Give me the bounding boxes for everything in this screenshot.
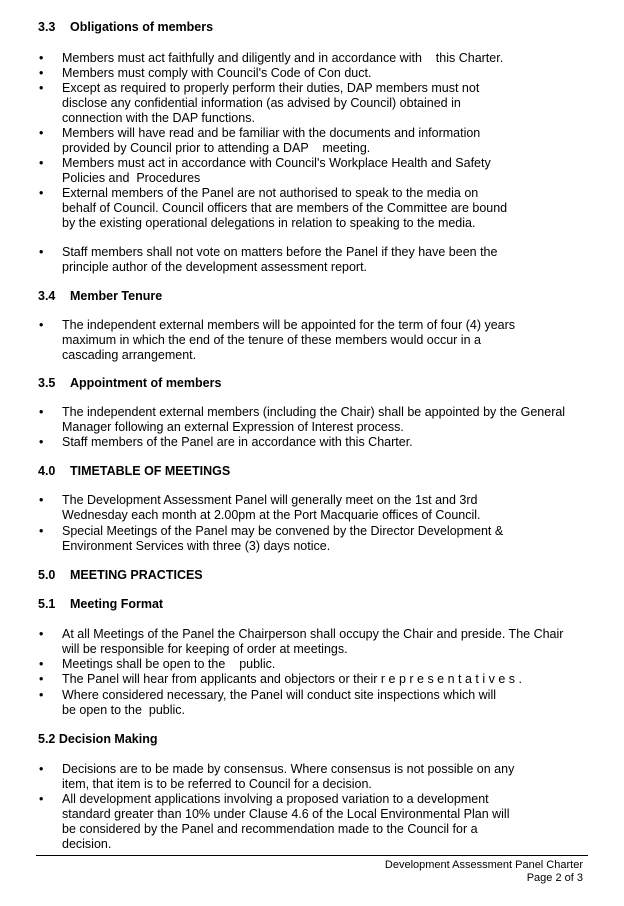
bullet-icon: • <box>39 245 44 259</box>
list-item-text: Members must act faithfully and diligently and in accordance with this Charter. <box>62 51 504 65</box>
bullet-icon: • <box>39 435 44 449</box>
bullet-icon: • <box>39 657 44 671</box>
section-number: 3.4 <box>38 289 56 303</box>
list-item-text: The Development Assessment Panel will generally meet on the 1st and 3rd Wednesday each month at 2.00pm at the Port Macquarie offices of Council. <box>62 493 481 522</box>
list-item-text: Staff members of the Panel are in accordance with this Charter. <box>62 435 413 449</box>
footer-divider <box>36 855 588 856</box>
bullet-icon: • <box>39 688 44 702</box>
list-item-text: Where considered necessary, the Panel will conduct site inspections which will be open to the public. <box>62 688 497 717</box>
section-heading-4-0 <box>38 464 230 478</box>
bullet-icon: • <box>39 51 44 65</box>
section-heading-5-2 <box>38 732 157 746</box>
bullet-icon: • <box>39 405 44 419</box>
list-item-text: Members must comply with Council's Code of Con duct. <box>62 66 372 80</box>
bullet-icon: • <box>39 524 44 538</box>
section-title: 5.2 Decision Making <box>38 732 158 746</box>
list-item-text: At all Meetings of the Panel the Chairperson shall occupy the Chair and preside. The Chair will be responsible for keeping of order at meetings. <box>62 627 564 656</box>
bullet-icon: • <box>39 627 44 641</box>
list-item-text: Special Meetings of the Panel may be convened by the Director Development & Environment Services with three (3) days notice. <box>62 524 504 553</box>
section-heading-5-0 <box>38 568 203 582</box>
bullet-icon: • <box>39 156 44 170</box>
list-item-text: Staff members shall not vote on matters before the Panel if they have been the principle author of the development assessment report. <box>62 245 498 274</box>
footer-page-number: Page 2 of 3 <box>526 872 583 884</box>
bullet-icon: • <box>39 792 44 806</box>
bullet-icon: • <box>39 81 44 95</box>
section-number: 3.5 <box>38 376 56 390</box>
section-title: TIMETABLE OF MEETINGS <box>70 464 231 478</box>
list-item-text: The Panel will hear from applicants and objectors or their r e p r e s e n t a t i v e s . <box>62 672 522 686</box>
list-item-text: The independent external members (including the Chair) shall be appointed by the General Manager following an external Expression of Interest process. <box>62 405 566 434</box>
section-heading-3-5 <box>38 376 221 390</box>
bullet-icon: • <box>39 66 44 80</box>
list-item-text: Decisions are to be made by consensus. Where consensus is not possible on any item, that item is to be referred to Council for a decision. <box>62 762 515 791</box>
list-item-text: The independent external members will be appointed for the term of four (4) years maximum in which the end of the tenure of these members would occur in a cascading arrangement. <box>62 318 516 362</box>
bullet-icon: • <box>39 493 44 507</box>
section-heading-5-1 <box>38 597 163 611</box>
bullet-icon: • <box>39 126 44 140</box>
section-title: Member Tenure <box>70 289 163 303</box>
section-heading-3-4 <box>38 289 162 303</box>
bullet-icon: • <box>39 672 44 686</box>
footer-document-title: Development Assessment Panel Charter <box>384 859 583 871</box>
list-item-text: Members will have read and be familiar with the documents and information provided by Council prior to attending a DAP meeting. <box>62 126 481 155</box>
list-item-text: Meetings shall be open to the public. <box>62 657 276 671</box>
section-title: Obligations of members <box>70 20 214 34</box>
section-title: MEETING PRACTICES <box>70 568 203 582</box>
list-item-text: Members must act in accordance with Council's Workplace Health and Safety Policies and Procedures <box>62 156 491 185</box>
bullet-icon: • <box>39 762 44 776</box>
section-number: 3.3 <box>38 20 56 34</box>
list-item-text: All development applications involving a proposed variation to a development standard greater than 10% under Clause 4.6 of the Local Environmental Plan will be considered by the Panel and recommendation made to the Council for a decision. <box>62 792 510 851</box>
section-heading-3-3 <box>38 20 213 34</box>
list-item-text: External members of the Panel are not authorised to speak to the media on behalf of Council. Council officers that are members of the Committee are bound by the existing operational delegations in relation to speaking to the media. <box>62 186 508 230</box>
section-number: 4.0 <box>38 464 56 478</box>
section-number: 5.1 <box>38 597 56 611</box>
section-number: 5.0 <box>38 568 56 582</box>
bullet-icon: • <box>39 318 44 332</box>
section-title: Appointment of members <box>70 376 222 390</box>
bullet-icon: • <box>39 186 44 200</box>
section-title: Meeting Format <box>70 597 164 611</box>
list-item-text: Except as required to properly perform their duties, DAP members must not disclose any confidential information (as advised by Council) obtained in connection with the DAP functions. <box>62 81 480 125</box>
